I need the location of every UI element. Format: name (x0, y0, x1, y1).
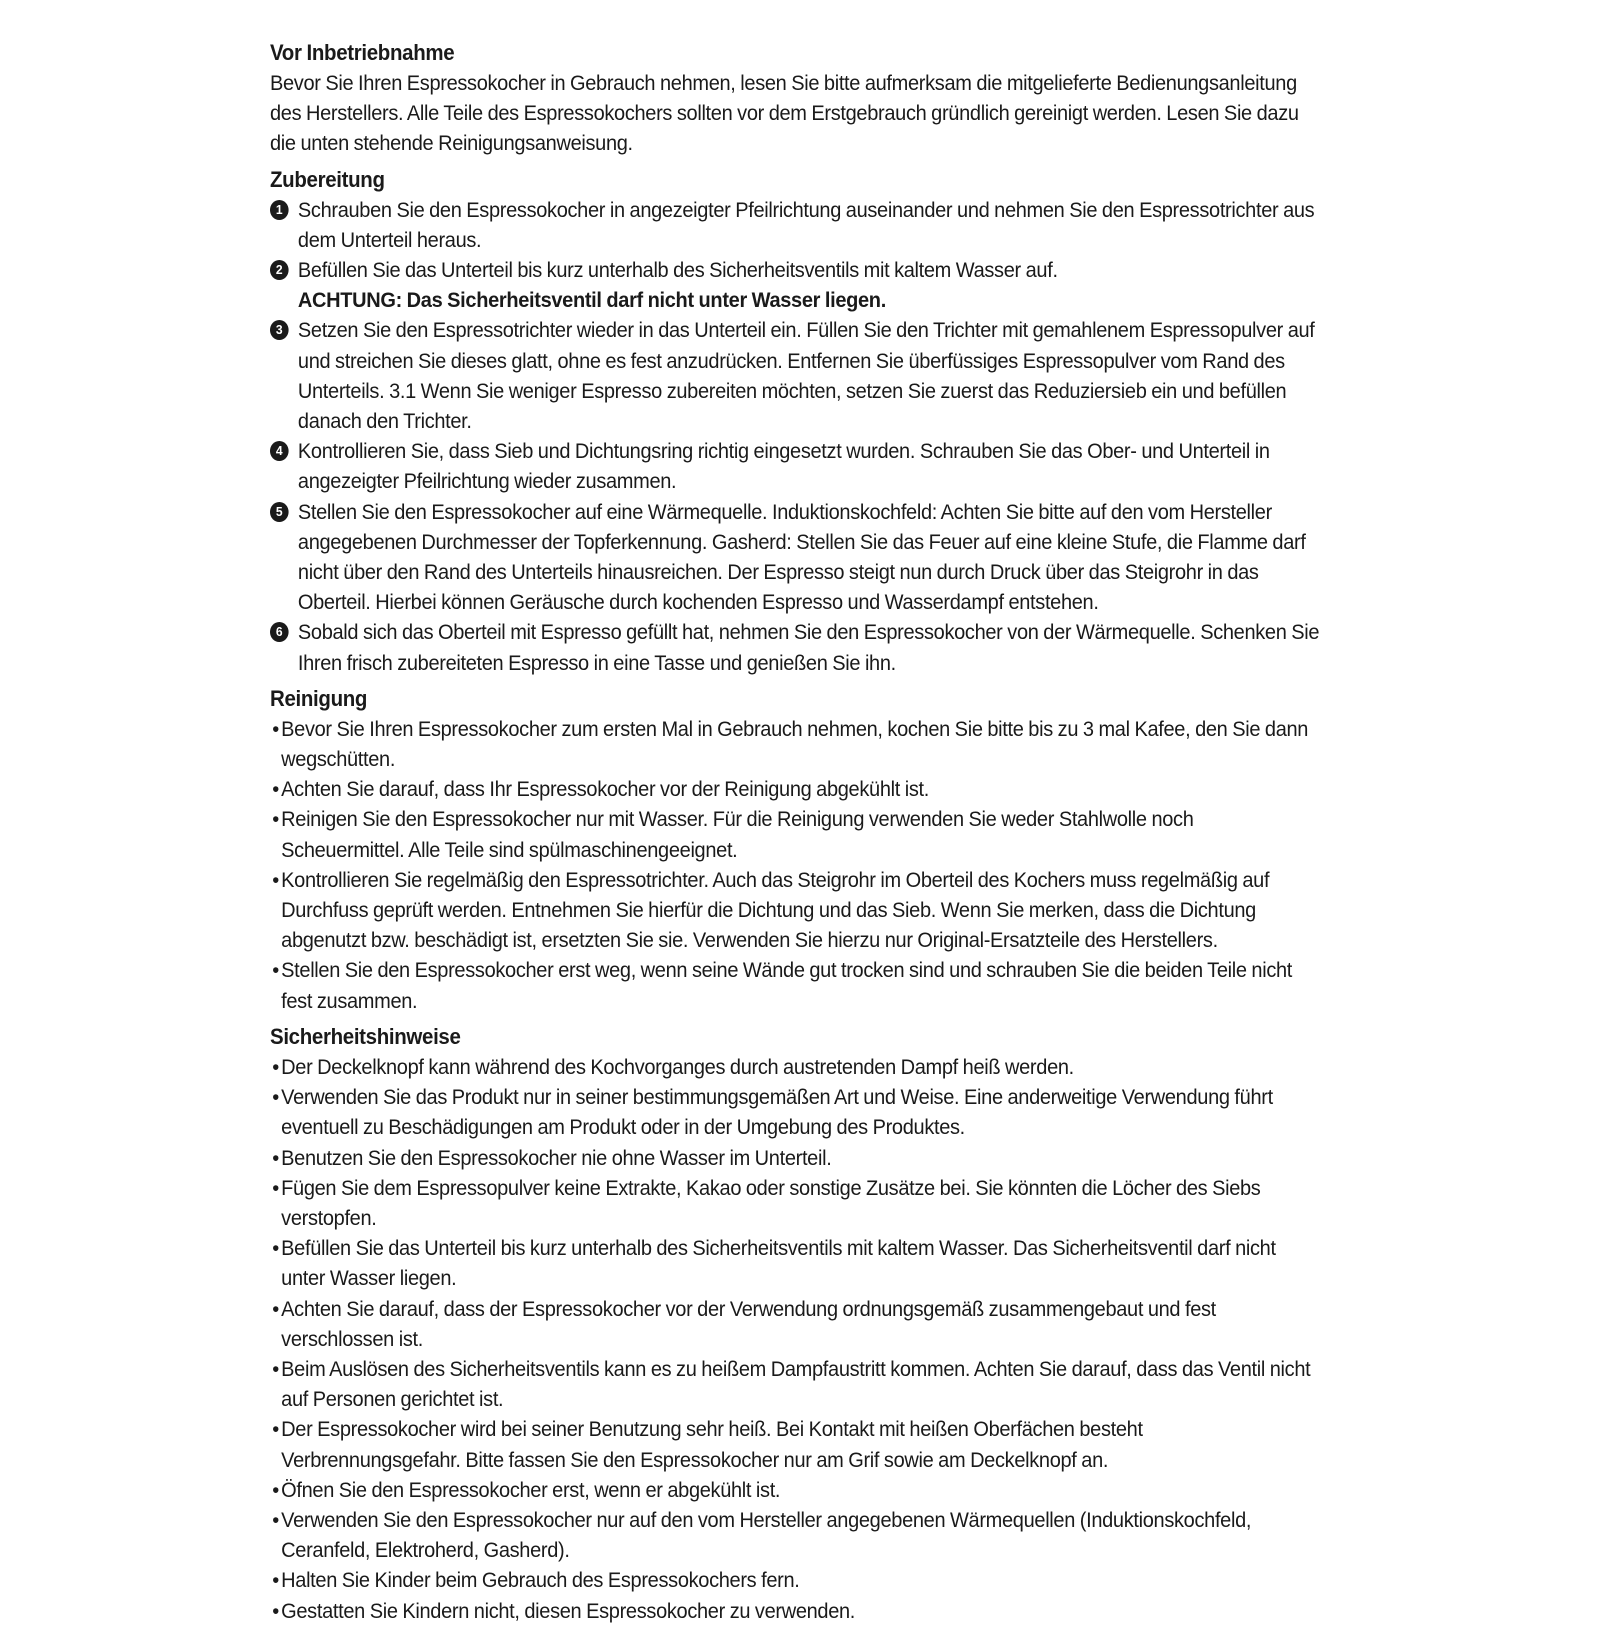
section-heading: Reinigung (270, 685, 368, 711)
list-item-text: Benutzen Sie den Espressokocher nie ohne Wasser im Unterteil. (281, 1145, 832, 1170)
bullet-icon: • (272, 716, 279, 741)
list-item-text: Achten Sie darauf, dass Ihr Espressokocher vor der Reinigung abgekühlt ist. (281, 777, 929, 802)
list-item-text: Beim Auslösen des Sicherheitsventils kann es zu heißem Dampfaustritt kommen. Achten Sie darauf, dass das Ventil nicht auf Personen gerichtet ist. (281, 1356, 1311, 1412)
step-number-badge: 2 (270, 260, 289, 280)
section-zubereitung (270, 165, 1321, 678)
bullet-icon: • (272, 777, 279, 802)
step-text-wrapper (270, 255, 1321, 315)
section-reinigung (270, 684, 1321, 1016)
list-item (270, 1173, 1321, 1233)
list-item (270, 1475, 1321, 1505)
list-item-text: Achten Sie darauf, dass der Espressokocher vor der Verwendung ordnungsgemäß zusammengebaut und fest verschlossen ist. (281, 1296, 1216, 1351)
step-item (270, 617, 1321, 677)
list-item-text: Verwenden Sie das Produkt nur in seiner bestimmungsgemäßen Art und Weise. Eine anderweitige Verwendung führt eventuell zu Beschädigungen am Produkt oder in der Umgebung des Produktes. (281, 1085, 1273, 1140)
section-vor-inbetriebnahme (270, 38, 1321, 159)
bullet-icon: • (272, 1507, 279, 1532)
bullet-icon: • (272, 1054, 279, 1079)
list-item-text: Bevor Sie Ihren Espressokocher zum ersten Mal in Gebrauch nehmen, kochen Sie bitte bis zu 3 mal Kafee, den Sie dann wegschütten. (281, 716, 1309, 772)
step-item (270, 315, 1321, 436)
step-text: Kontrollieren Sie, dass Sieb und Dichtungsring richtig eingesetzt wurden. Schrauben Sie das Ober- und Unterteil in angezeigter Pfeilrichtung wieder zusammen. (297, 439, 1270, 494)
step-item (270, 255, 1321, 315)
list-item (270, 1294, 1321, 1354)
list-item-text: Der Espressokocher wird bei seiner Benutzung sehr heiß. Bei Kontakt mit heißen Oberfächen besteht Verbrennungsgefahr. Bitte fassen Sie den Espressokocher nur am Grif sowie am Deckelknopf an. (281, 1417, 1143, 1472)
section-heading: Zubereitung (270, 166, 385, 192)
list-item-text: Reinigen Sie den Espressokocher nur mit Wasser. Für die Reinigung verwenden Sie weder Stahlwolle noch Scheuermittel. Alle Teile sind spülmaschinengeeignet. (281, 807, 1194, 862)
step-text: Sobald sich das Oberteil mit Espresso gefüllt hat, nehmen Sie den Espressokocher von der Wärmequelle. Schenken Sie Ihren frisch zubereiteten Espresso in eine Tasse und genießen Sie ihn. (297, 620, 1320, 675)
bullet-icon: • (272, 867, 279, 892)
step-text: Befüllen Sie das Unterteil bis kurz unterhalb des Sicherheitsventils mit kaltem Wasser auf. (297, 258, 1058, 283)
step-number-badge: 4 (270, 441, 289, 461)
instruction-document (270, 38, 1321, 1632)
bullet-icon: • (272, 1175, 279, 1200)
bullet-icon: • (272, 1085, 279, 1110)
list-item (270, 774, 1321, 804)
list-item (270, 1233, 1321, 1293)
bullet-icon: • (272, 1145, 279, 1170)
warning-text: ACHTUNG: Das Sicherheitsventil darf nicht unter Wasser liegen. (297, 288, 886, 313)
list-item-text: Verwenden Sie den Espressokocher nur auf den vom Hersteller angegebenen Wärmequellen (Induktionskochfeld, Ceranfeld, Elektroherd, Gasherd). (281, 1507, 1252, 1563)
list-item (270, 865, 1321, 956)
list-item (270, 804, 1321, 864)
step-item (270, 497, 1321, 618)
list-item-text: Stellen Sie den Espressokocher erst weg, wenn seine Wände gut trocken sind und schrauben Sie die beiden Teile nicht fest zusammen. (281, 958, 1293, 1013)
bullet-icon: • (272, 1598, 279, 1623)
section-sicherheitshinweise (270, 1022, 1321, 1626)
list-item-text: Der Deckelknopf kann während des Kochvorganges durch austretenden Dampf heiß werden. (281, 1054, 1074, 1079)
step-item (270, 195, 1321, 255)
list-item-text: Halten Sie Kinder beim Gebrauch des Espressokochers fern. (281, 1568, 800, 1593)
bullet-icon: • (272, 958, 279, 983)
section-heading: Vor Inbetriebnahme (270, 40, 455, 65)
list-item (270, 1052, 1321, 1082)
step-number-badge: 3 (270, 320, 289, 340)
list-item-text: Fügen Sie dem Espressopulver keine Extrakte, Kakao oder sonstige Zusätze bei. Sie könnten die Löcher des Siebs verstopfen. (281, 1175, 1261, 1230)
step-number-badge: 5 (270, 502, 289, 522)
list-item (270, 1414, 1321, 1474)
step-item (270, 436, 1321, 496)
list-item (270, 1505, 1321, 1565)
bullet-icon: • (272, 1296, 279, 1321)
bullet-icon: • (272, 1568, 279, 1593)
step-text: Schrauben Sie den Espressokocher in angezeigter Pfeilrichtung auseinander und nehmen Sie den Espressotrichter aus dem Unterteil heraus. (297, 197, 1315, 252)
list-item-text: Gestatten Sie Kindern nicht, diesen Espressokocher zu verwenden. (281, 1598, 856, 1623)
list-item (270, 1143, 1321, 1173)
list-item (270, 1354, 1321, 1414)
list-item-text: Öfnen Sie den Espressokocher erst, wenn er abgekühlt ist. (281, 1477, 781, 1502)
bullet-icon: • (272, 1236, 279, 1261)
bullet-icon: • (272, 1477, 279, 1502)
bullet-icon: • (272, 807, 279, 832)
list-item-text: Kontrollieren Sie regelmäßig den Espressotrichter. Auch das Steigrohr im Oberteil des Kochers muss regelmäßig auf Durchfuss geprüft werden. Entnehmen Sie hierfür die Dichtung und das Sieb. Wenn Sie merken, dass die Dichtung abgenutzt bzw. beschädigt ist, ersetzten Sie sie. Verwenden Sie hierzu nur Original-Ersatzteile des Herstellers. (281, 867, 1270, 953)
list-item-text: Befüllen Sie das Unterteil bis kurz unterhalb des Sicherheitsventils mit kaltem Wasser. Das Sicherheitsventil darf nicht unter Wasser liegen. (281, 1236, 1276, 1291)
bullet-icon: • (272, 1356, 279, 1381)
list-item (270, 1596, 1321, 1626)
section-heading: Sicherheitshinweise (270, 1023, 461, 1049)
list-item (270, 1565, 1321, 1595)
list-item (270, 714, 1321, 774)
list-item (270, 955, 1321, 1015)
step-text: Stellen Sie den Espressokocher auf eine Wärmequelle. Induktionskochfeld: Achten Sie bitte auf den vom Hersteller angegebenen Durchmesser der Topferkennung. Gasherd: Stellen Sie das Feuer auf eine kleine Stufe, die Flamme darf nicht über den Rand des Unterteils hinausreichen. Der Espresso steigt nun durch Druck über das Steigrohr in das Oberteil. Hierbei können Geräusche durch kochenden Espresso und Wasserdampf entstehen. (297, 499, 1306, 615)
step-number-badge: 1 (270, 200, 289, 220)
bullet-icon: • (272, 1417, 279, 1442)
list-item (270, 1082, 1321, 1142)
intro-paragraph: Bevor Sie Ihren Espressokocher in Gebrauch nehmen, lesen Sie bitte aufmerksam die mitgelieferte Bedienungsanleitung des Herstellers. Alle Teile des Espressokochers sollten vor dem Erstgebrauch gründlich gereinigt werden. Lesen Sie dazu die unten stehende Reinigungsanweisung. (270, 71, 1299, 156)
step-number-badge: 6 (270, 622, 289, 642)
step-text: Setzen Sie den Espressotrichter wieder in das Unterteil ein. Füllen Sie den Trichter mit gemahlenem Espressopulver auf und streichen Sie dieses glatt, ohne es fest anzudrücken. Entfernen Sie überfüssiges Espressopulver vom Rand des Unterteils. 3.1 Wenn Sie weniger Espresso zubereiten möchten, setzen Sie zuerst das Reduziersieb ein und befüllen danach den Trichter. (297, 318, 1315, 434)
